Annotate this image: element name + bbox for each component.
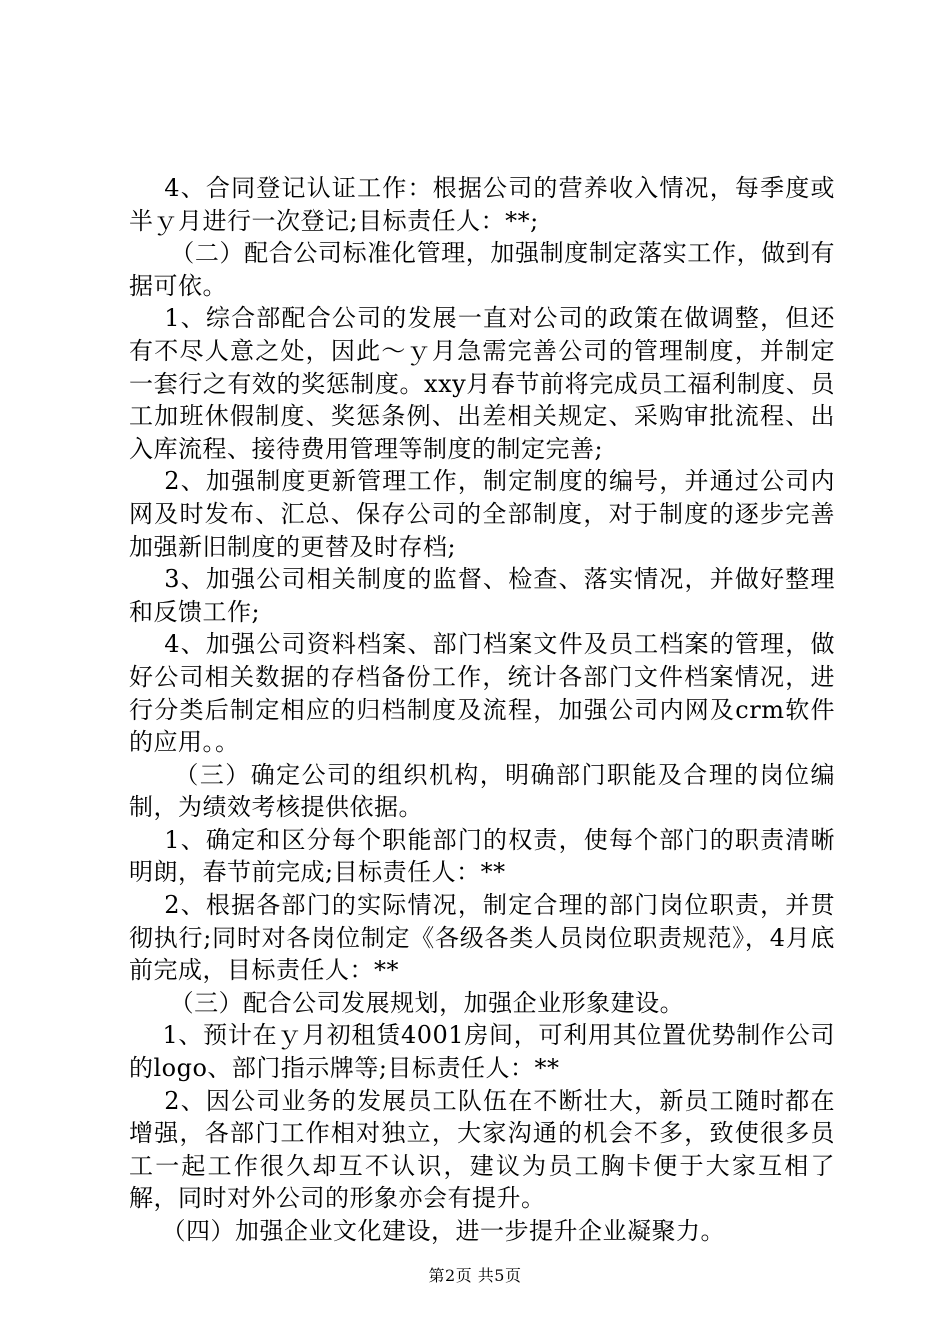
paragraph-system-update: 2、加强制度更新管理工作，制定制度的编号，并通过公司内网及时发布、汇总、保存公司的全部制度，对于制度的逐步完善加强新旧制度的更替及时存档; (129, 467, 835, 561)
paragraph-employee-badges: 2、因公司业务的发展员工队伍在不断壮大，新员工随时都在增强，各部门工作相对独立，大家沟通的机会不多，致使很多员工一起工作很久却互不认识，建议为员工胸卡便于大家互相了解，同时对外公司的形象亦会有提升。 (129, 1086, 835, 1213)
paragraph-management-system: 1、综合部配合公司的发展一直对公司的政策在做调整，但还有不尽人意之处，因此～ｙ月急需完善公司的管理制度，并制定一套行之有效的奖惩制度。xxy月春节前将完成员工福利制度、员工加班休假制度、奖惩条例、出差相关规定、采购审批流程、出入库流程、接待费用管理等制度的制定完善; (129, 304, 835, 463)
section-heading-organization: （三）确定公司的组织机构，明确部门职能及合理的岗位编制，为绩效考核提供依据。 (129, 760, 835, 822)
paragraph-room-rental: 1、预计在ｙ月初租赁4001房间，可利用其位置优势制作公司的logo、部门指示牌等;目标责任人：** (129, 1021, 835, 1083)
paragraph-system-supervision: 3、加强公司相关制度的监督、检查、落实情况，并做好整理和反馈工作; (129, 565, 835, 626)
paragraph-contract-registration: 4、合同登记认证工作：根据公司的营养收入情况，每季度或半ｙ月进行一次登记;目标责任人：**; (129, 174, 835, 235)
document-body (129, 172, 835, 1248)
paragraph-department-authority: 1、确定和区分每个职能部门的权责，使每个部门的职责清晰明朗，春节前完成;目标责任人：** (129, 825, 835, 887)
section-heading-standardization: （二）配合公司标准化管理，加强制度制定落实工作，做到有据可依。 (129, 239, 835, 300)
page-number-footer: 第2页 共5页 (428, 1266, 522, 1285)
paragraph-archive-management: 4、加强公司资料档案、部门档案文件及员工档案的管理，做好公司相关数据的存档备份工作，统计各部门文件档案情况，进行分类后制定相应的归档制度及流程，加强公司内网及crm软件的应用。。 (129, 630, 835, 757)
section-heading-corporate-image: （三）配合公司发展规划，加强企业形象建设。 (129, 988, 685, 1017)
section-heading-corporate-culture: （四）加强企业文化建设，进一步提升企业凝聚力。 (129, 1217, 726, 1245)
paragraph-job-responsibilities: 2、根据各部门的实际情况，制定合理的部门岗位职责，并贯彻执行;同时对各岗位制定《各级各类人员岗位职责规范》，4月底前完成，目标责任人：** (129, 891, 835, 985)
